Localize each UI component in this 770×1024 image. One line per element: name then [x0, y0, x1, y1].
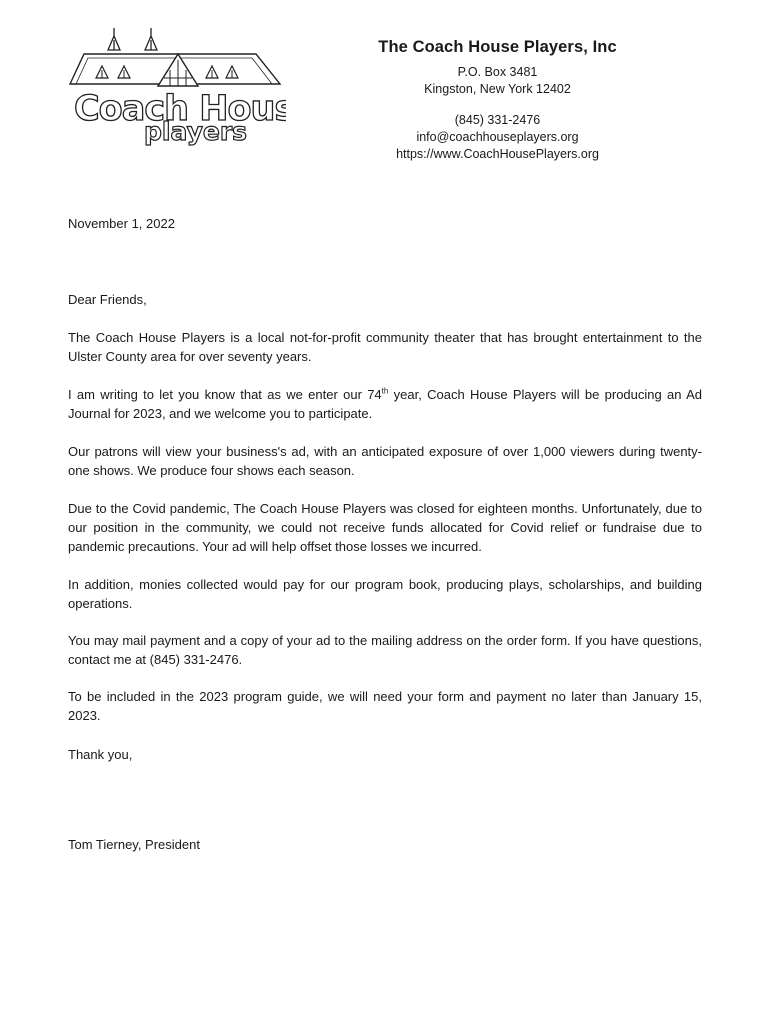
ordinal-suffix: th: [381, 386, 389, 396]
logo-wordmark-upper: Coach Hous: [74, 89, 286, 129]
letter-signature: Tom Tierney, President: [68, 837, 200, 852]
logo-wordmark-lower: players: [144, 117, 248, 146]
paragraph-intro: The Coach House Players is a local not-for-profit community theater that has brought entertainment to the Ulster County area for over seventy years.: [68, 330, 702, 364]
organization-name: The Coach House Players, Inc: [378, 38, 617, 56]
city-address: Kingston, New York 12402: [424, 82, 571, 96]
po-box: P.O. Box 3481: [457, 65, 538, 79]
website-link[interactable]: https://www.CoachHousePlayers.org: [396, 147, 599, 161]
paragraph-covid: Due to the Covid pandemic, The Coach House Players was closed for eighteen months. Unfortunately, due to our position in the community, we could not receive funds allocated for Covid relief or fundraise due to pandemic precautions. Your ad will help offset those losses we incurred.: [68, 501, 702, 554]
logo-building-icon: [66, 24, 286, 148]
paragraph-monies: In addition, monies collected would pay for our program book, producing plays, scholarships, and building operations.: [68, 577, 702, 611]
coach-house-players-logo: [66, 24, 286, 148]
paragraph-ad-journal-end: year, Coach House Players will be producing an Ad Journal for 2023, and we welcome you to participate.: [68, 387, 702, 421]
paragraph-deadline: To be included in the 2023 program guide, we will need your form and payment no later than January 15, 2023.: [68, 689, 702, 723]
letter-date: November 1, 2022: [68, 216, 175, 231]
letterhead: [330, 38, 665, 163]
phone-number: (845) 331-2476: [454, 113, 541, 127]
letter-greeting: Dear Friends,: [68, 292, 147, 307]
letter-closing: Thank you,: [68, 747, 133, 762]
paragraph-payment: You may mail payment and a copy of your ad to the mailing address on the order form. If you have questions, contact me at (845) 331-2476.: [68, 633, 702, 667]
email-address[interactable]: info@coachhouseplayers.org: [416, 130, 579, 144]
paragraph-ad-journal: [68, 385, 702, 423]
paragraph-ad-journal-start: I am writing to let you know that as we enter our 74: [68, 387, 382, 402]
paragraph-exposure: Our patrons will view your business's ad, with an anticipated exposure of over 1,000 viewers during twenty-one shows. We produce four shows each season.: [68, 444, 702, 478]
